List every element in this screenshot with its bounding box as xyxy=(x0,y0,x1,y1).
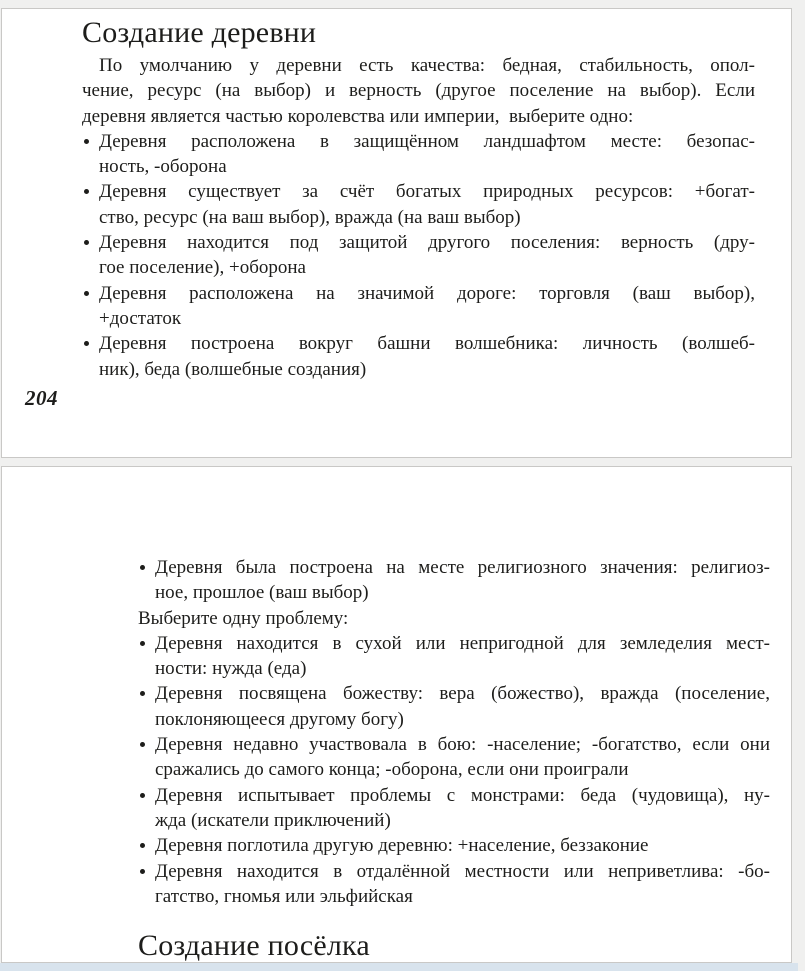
village-intro-paragraph: По умолчанию у деревни есть качества: бедная, стабильность, опол- чение, ресурс (на выбор) и верность (другое поселение на выбор). Если деревня является частью королевства или империи, выберите одно: xyxy=(82,55,755,127)
list-item-text: Деревня недавно участвовала в бою: -население; -богатство, если они сражались до самого конца; -оборона, если они проиграли xyxy=(155,734,770,781)
list-item-text: Деревня находится в отдалённой местности или неприветлива: -бо- гатство, гномья или эльфийская xyxy=(155,860,770,907)
bullet-marker xyxy=(82,179,99,230)
choose-problem-label: Выберите одну проблему: xyxy=(138,607,349,629)
list-item-text: Деревня находится под защитой другого поселения: верность (дру- гое поселение), +оборона xyxy=(99,232,755,279)
list-item xyxy=(138,783,770,834)
list-item-text: Деревня поглотила другую деревню: +население, беззаконие xyxy=(155,835,649,857)
list-item xyxy=(138,631,770,682)
bullet-marker xyxy=(138,833,155,858)
list-item xyxy=(82,331,755,382)
village-options-list-continued xyxy=(138,555,770,606)
list-item xyxy=(82,230,755,281)
list-item xyxy=(138,833,770,858)
list-item-text: Деревня расположена в защищённом ландшафтом месте: безопас- ность, -оборона xyxy=(99,130,755,178)
list-item xyxy=(138,681,770,732)
list-item xyxy=(138,732,770,783)
page-204-content xyxy=(2,9,791,382)
page-number: 204 xyxy=(25,386,58,410)
bullet-marker xyxy=(82,129,99,180)
list-item-text: Деревня была построена на месте религиозного значения: религиоз- ное, прошлое (ваш выбор) xyxy=(155,557,770,604)
bullet-marker xyxy=(82,281,99,332)
bullet-marker xyxy=(138,555,155,606)
bullet-marker xyxy=(82,230,99,281)
list-item-text: Деревня посвящена божеству: вера (божество), вражда (поселение, поклоняющееся другому богу) xyxy=(155,683,770,730)
list-item xyxy=(138,555,770,606)
page-205 xyxy=(1,466,792,963)
bullet-marker xyxy=(138,681,155,732)
list-item-text: Деревня существует за счёт богатых природных ресурсов: +богат- ство, ресурс (на ваш выбор), вражда (на ваш выбор) xyxy=(99,181,755,228)
next-page-top-strip xyxy=(0,963,798,971)
bullet-marker xyxy=(138,732,155,783)
list-item xyxy=(82,281,755,332)
list-item-text: Деревня построена вокруг башни волшебника: личность (волшеб- ник), беда (волшебные создания) xyxy=(99,333,755,380)
section-title-village-creation: Создание деревни xyxy=(82,16,317,49)
bullet-marker xyxy=(138,631,155,682)
list-item-text: Деревня испытывает проблемы с монстрами: беда (чудовища), ну- жда (искатели приключений) xyxy=(155,784,770,831)
bullet-marker xyxy=(138,859,155,910)
list-item-text: Деревня расположена на значимой дороге: торговля (ваш выбор), +достаток xyxy=(99,282,755,329)
list-item-text: Деревня находится в сухой или непригодной для земледелия мест- ности: нужда (еда) xyxy=(155,632,770,680)
page-205-content xyxy=(2,467,791,964)
page-204 xyxy=(1,8,792,458)
bullet-marker xyxy=(138,783,155,834)
section-title-town-creation: Создание посёлка xyxy=(138,929,370,963)
list-item xyxy=(82,129,755,180)
village-problems-list xyxy=(138,631,770,909)
list-item xyxy=(82,179,755,230)
village-options-list xyxy=(82,129,755,382)
bullet-marker xyxy=(82,331,99,382)
list-item xyxy=(138,859,770,910)
